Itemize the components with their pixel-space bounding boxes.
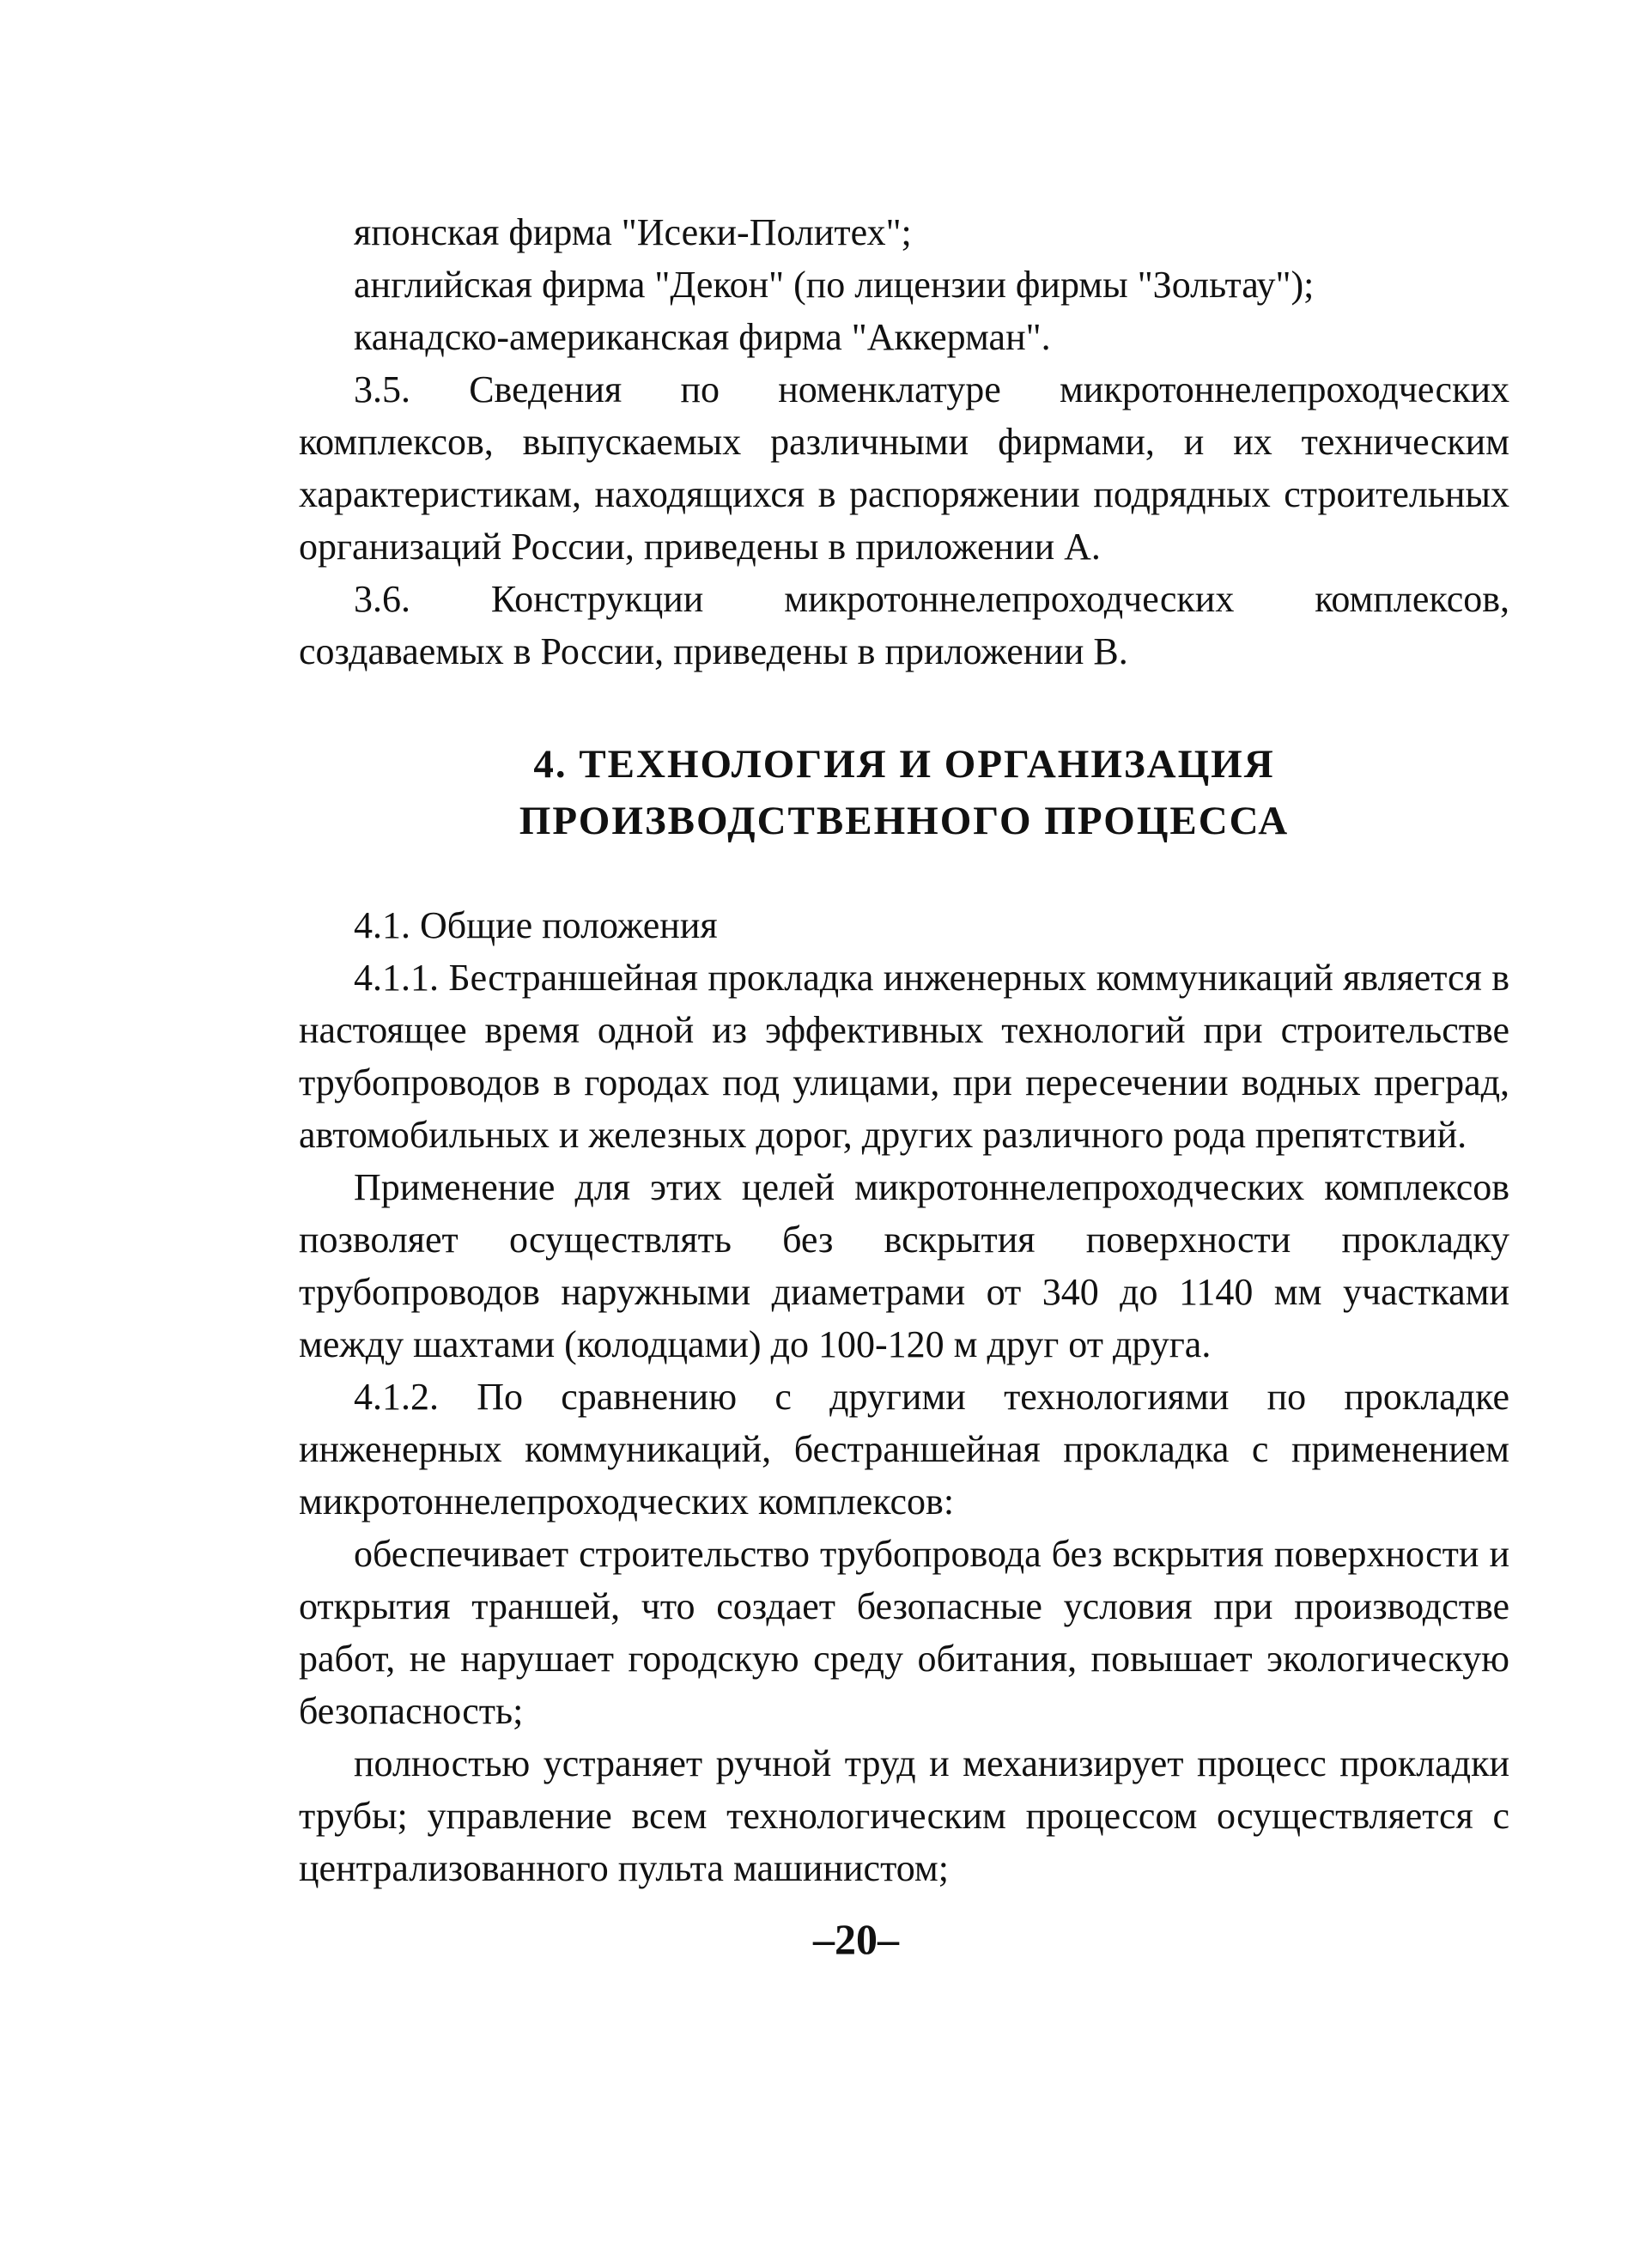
section-heading-line-1: 4. ТЕХНОЛОГИЯ И ОРГАНИЗАЦИЯ (533, 742, 1275, 787)
paragraph-3-6: 3.6. Конструкции микротоннелепроходческих комплексов, создаваемых в России, приведены в приложении В. (299, 578, 1509, 672)
page-number: –20– (813, 1915, 899, 1963)
list-item-1: обеспечивает строительство трубопровода без вскрытия поверхности и открытия траншей, что создает безопасные условия при производстве работ, не нарушает городскую среду обитания, повышает экологическую безопасность; (299, 1533, 1509, 1732)
section-heading (299, 736, 1509, 849)
paragraph-application: Применение для этих целей микротоннелепроходческих комплексов позволяет осуществлять без вскрытия поверхности прокладку трубопроводов наружными диаметрами от 340 до 1140 мм участками между шахтами (колодцами) до 100-120 м друг от друга. (299, 1166, 1509, 1365)
body-text (299, 206, 1509, 1894)
paragraph-4-1-1: 4.1.1. Бестраншейная прокладка инженерных коммуникаций является в настоящее время одной из эффективных технологий при строительстве трубопроводов в городах под улицами, при пересечении водных преград, автомобильных и железных дорог, других различного рода препятствий. (299, 957, 1509, 1156)
section-heading-line-2: ПРОИЗВОДСТВЕННОГО ПРОЦЕССА (519, 799, 1290, 843)
intro-line-3: канадско-американская фирма "Аккерман". (354, 316, 1051, 358)
intro-line-2: английская фирма "Декон" (по лицензии фирмы "Зольтау"); (354, 264, 1315, 306)
paragraph-4-1-2: 4.1.2. По сравнению с другими технологиями по прокладке инженерных коммуникаций, бестраншейная прокладка с применением микротоннелепроходческих комплексов: (299, 1376, 1509, 1523)
paragraph-3-5: 3.5. Сведения по номенклатуре микротоннелепроходческих комплексов, выпускаемых различными фирмами, и их техническим характеристикам, находящихся в распоряжении подрядных строительных организаций России, приведены в приложении А. (299, 368, 1509, 568)
intro-line-1: японская фирма "Исеки-Политех"; (354, 211, 912, 253)
list-item-2: полностью устраняет ручной труд и механизирует процесс прокладки трубы; управление всем технологическим процессом осуществляется с централизованного пульта машинистом; (299, 1742, 1509, 1889)
subsection-4-1-title: 4.1. Общие положения (354, 904, 718, 946)
